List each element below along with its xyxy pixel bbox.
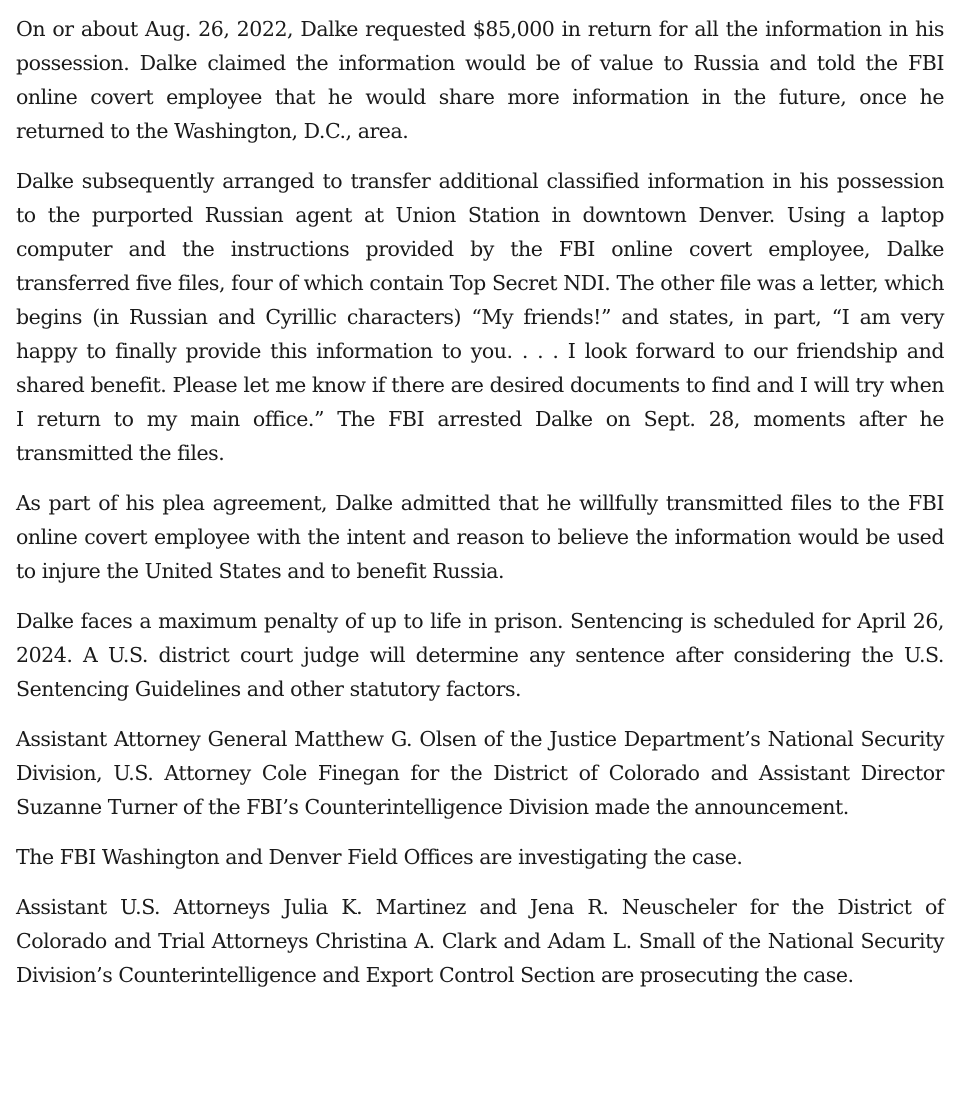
paragraph-prosecution: Assistant U.S. Attorneys Julia K. Martinez and Jena R. Neuscheler for the District of Colorado and Trial Attorneys Christina A. Clark and Adam L. Small of the National Security Division’s Counterintelligence and Export Control Section are prosecuting the case. — [16, 895, 944, 987]
paragraph-penalty: Dalke faces a maximum penalty of up to life in prison. Sentencing is scheduled for April 26, 2024. A U.S. district court judge will determine any sentence after considering the U.S. Sentencing Guidelines and other statutory factors. — [16, 609, 944, 701]
paragraph-investigation: The FBI Washington and Denver Field Offices are investigating the case. — [16, 845, 743, 869]
paragraph-plea-agreement: As part of his plea agreement, Dalke admitted that he willfully transmitted files to the FBI online covert employee with the intent and reason to believe the information would be used to injure the United States and to benefit Russia. — [16, 491, 944, 583]
paragraph-payment-request: On or about Aug. 26, 2022, Dalke requested $85,000 in return for all the information in his possession. Dalke claimed the information would be of value to Russia and told the FBI online covert employee that he would share more information in the future, once he returned to the Washington, D.C., area. — [16, 17, 944, 143]
article-body — [16, 12, 944, 1008]
paragraph-file-transfer: Dalke subsequently arranged to transfer additional classified information in his possession to the purported Russian agent at Union Station in downtown Denver. Using a laptop computer and the instructions provided by the FBI online covert employee, Dalke transferred five files, four of which contain Top Secret NDI. The other file was a letter, which begins (in Russian and Cyrillic characters) “My friends!” and states, in part, “I am very happy to finally provide this information to you. . . . I look forward to our friendship and shared benefit. Please let me know if there are desired documents to find and I will try when I return to my main office.” The FBI arrested Dalke on Sept. 28, moments after he transmitted the files. — [16, 169, 944, 465]
paragraph-announcement: Assistant Attorney General Matthew G. Olsen of the Justice Department’s National Security Division, U.S. Attorney Cole Finegan for the District of Colorado and Assistant Director Suzanne Turner of the FBI’s Counterintelligence Division made the announcement. — [16, 727, 944, 819]
